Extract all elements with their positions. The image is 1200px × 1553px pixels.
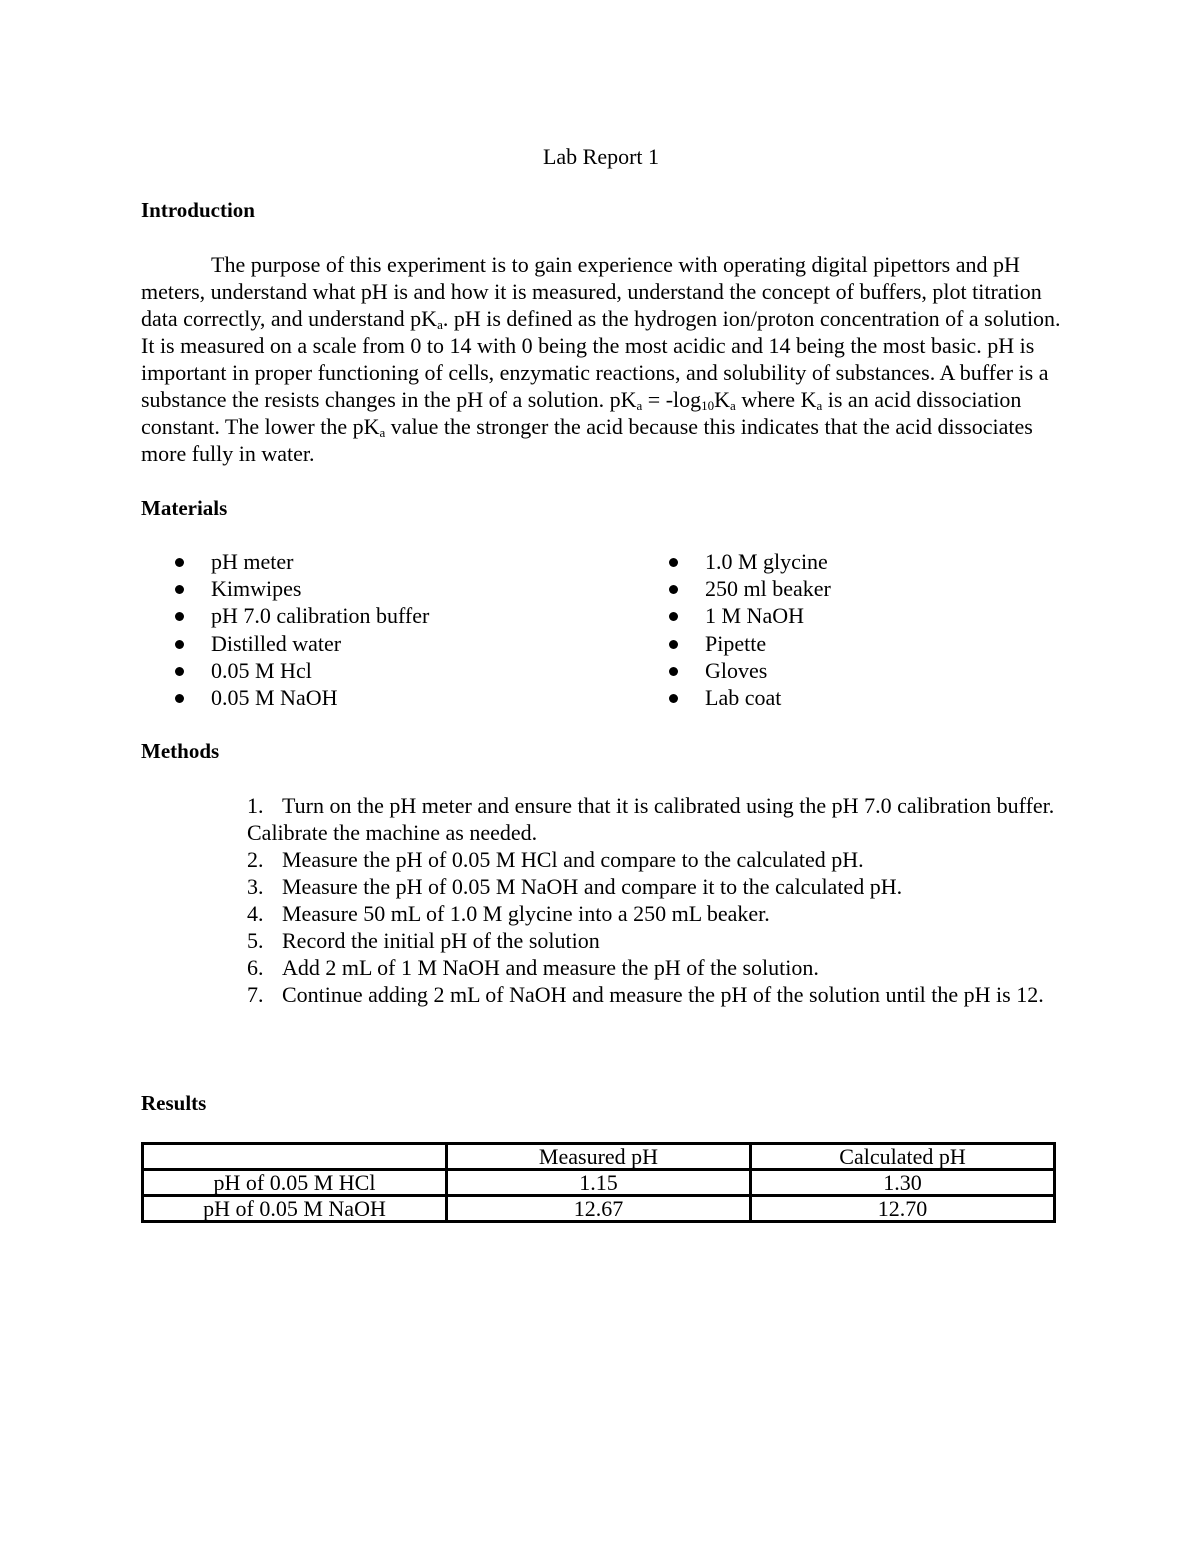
- bullet-icon: [175, 585, 184, 594]
- table-header-cell: Calculated pH: [751, 1144, 1055, 1170]
- step-number: 1.: [247, 793, 264, 818]
- intro-text-6: is an acid dissociation constant. The lower the pK: [141, 387, 1022, 439]
- intro-sub-2: a: [636, 398, 643, 413]
- step-number: 7.: [247, 982, 264, 1007]
- step-number: 3.: [247, 874, 264, 899]
- method-step: [247, 927, 1057, 954]
- bullet-icon: [669, 558, 678, 567]
- step-number: 5.: [247, 928, 264, 953]
- table-header-row: [143, 1144, 1055, 1170]
- intro-text-4: K: [714, 387, 731, 412]
- intro-sub-1: a: [437, 317, 443, 332]
- bullet-icon: [175, 558, 184, 567]
- intro-text-5: where K: [735, 387, 817, 412]
- list-item: [635, 602, 831, 629]
- table-cell: 12.67: [447, 1196, 751, 1222]
- list-item: [141, 684, 429, 711]
- materials-list-left: [141, 548, 429, 711]
- list-item: [141, 630, 429, 657]
- material-label: Distilled water: [211, 630, 342, 656]
- list-item: [141, 548, 429, 575]
- step-text: Measure 50 mL of 1.0 M glycine into a 250 mL beaker.: [282, 901, 770, 926]
- materials-list-right: [635, 548, 831, 711]
- bullet-icon: [669, 612, 678, 621]
- material-label: 0.05 M NaOH: [211, 684, 338, 710]
- table-row: [143, 1196, 1055, 1222]
- material-label: 250 ml beaker: [705, 576, 831, 602]
- bullet-icon: [669, 640, 678, 649]
- step-number: 6.: [247, 955, 264, 980]
- method-step: [247, 981, 1057, 1008]
- table-header-cell: [143, 1144, 447, 1170]
- step-text: Add 2 mL of 1 M NaOH and measure the pH of the solution.: [282, 955, 819, 980]
- step-number: 2.: [247, 847, 264, 872]
- bullet-icon: [175, 612, 184, 621]
- step-text: Measure the pH of 0.05 M NaOH and compare it to the calculated pH.: [282, 874, 903, 899]
- table-cell: 1.30: [751, 1170, 1055, 1196]
- material-label: 0.05 M Hcl: [211, 657, 312, 683]
- step-text: Measure the pH of 0.05 M HCl and compare to the calculated pH.: [282, 847, 864, 872]
- step-text: Turn on the pH meter and ensure that it is calibrated using the pH 7.0 calibration buffer. Calibrate the machine as needed.: [247, 793, 1055, 845]
- step-number: 4.: [247, 901, 264, 926]
- intro-sub-3: 10: [701, 398, 715, 413]
- bullet-icon: [175, 694, 184, 703]
- document-title: Lab Report 1: [542, 144, 660, 169]
- list-item: [635, 548, 831, 575]
- list-item: [635, 684, 831, 711]
- bullet-icon: [669, 667, 678, 676]
- method-step: [247, 900, 1057, 927]
- table-row: [143, 1170, 1055, 1196]
- table-cell: pH of 0.05 M NaOH: [143, 1196, 447, 1222]
- table-header-cell: Measured pH: [447, 1144, 751, 1170]
- table-cell: 12.70: [751, 1196, 1055, 1222]
- bullet-icon: [669, 694, 678, 703]
- material-label: pH 7.0 calibration buffer: [211, 603, 430, 629]
- results-heading: Results: [141, 1091, 207, 1115]
- introduction-heading: Introduction: [141, 198, 255, 222]
- step-text: Record the initial pH of the solution: [282, 928, 600, 953]
- material-label: Gloves: [705, 657, 768, 683]
- intro-text-7: value the stronger the acid because this indicates that the acid dissociates more fully in water.: [141, 414, 1033, 466]
- method-step: [247, 954, 1057, 981]
- list-item: [635, 657, 831, 684]
- bullet-icon: [669, 585, 678, 594]
- bullet-icon: [175, 667, 184, 676]
- introduction-paragraph: [141, 251, 1061, 467]
- method-step: [247, 792, 1057, 846]
- method-step: [247, 873, 1057, 900]
- table-cell: 1.15: [447, 1170, 751, 1196]
- step-text: Continue adding 2 mL of NaOH and measure the pH of the solution until the pH is 12.: [282, 982, 1044, 1007]
- list-item: [141, 657, 429, 684]
- material-label: 1 M NaOH: [705, 603, 804, 629]
- intro-text-1: The purpose of this experiment is to gain experience with operating digital pipettors and pH meters, understand what pH is and how it is measured, understand the concept of buffers, plot titration data correctly, and understand pK: [141, 252, 1042, 331]
- list-item: [141, 602, 429, 629]
- list-item: [635, 575, 831, 602]
- intro-sub-6: a: [379, 425, 386, 440]
- table-cell: pH of 0.05 M HCl: [143, 1170, 447, 1196]
- material-label: Pipette: [705, 630, 767, 656]
- material-label: pH meter: [211, 549, 294, 574]
- intro-sub-5: a: [816, 398, 823, 413]
- material-label: Kimwipes: [211, 576, 302, 602]
- results-table: [141, 1142, 1056, 1223]
- methods-heading: Methods: [141, 739, 220, 763]
- list-item: [635, 630, 831, 657]
- materials-heading: Materials: [141, 496, 228, 520]
- material-label: 1.0 M glycine: [705, 549, 828, 574]
- method-step: [247, 846, 1057, 873]
- bullet-icon: [175, 640, 184, 649]
- intro-sub-4: a: [730, 398, 736, 413]
- intro-text-3: = -log: [642, 387, 702, 412]
- material-label: Lab coat: [705, 684, 782, 710]
- list-item: [141, 575, 429, 602]
- methods-list: [247, 792, 1057, 1008]
- intro-text-2: . pH is defined as the hydrogen ion/proton concentration of a solution. It is measured on a scale from 0 to 14 with 0 being the most acidic and 14 being the most basic. pH is important in proper functioning of cells, enzymatic reactions, and solubility of substances. A buffer is a substance the resists changes in the pH of a solution. pK: [141, 306, 1061, 412]
